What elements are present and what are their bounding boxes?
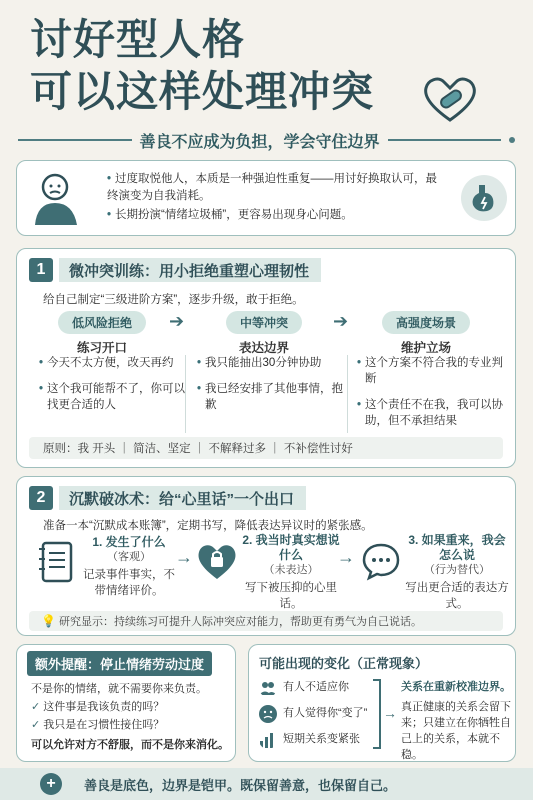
lock-heart-icon [195, 541, 239, 581]
column-divider [347, 355, 348, 433]
arrow-right-icon: → [175, 547, 193, 567]
chart-down-icon [259, 731, 277, 749]
page-title [30, 14, 374, 118]
level-pill: 高强度场景 [382, 311, 470, 334]
list-item: • 这个我可能帮不了，你可以找更合适的人 [39, 383, 186, 411]
subtitle: 善良不应成为负担，学会守住边界 [139, 133, 380, 151]
section-2-header [29, 485, 306, 511]
step-title: 1. 发生了什么 [92, 535, 166, 549]
changes-title: 可能出现的变化（正常现象） [259, 656, 429, 671]
level-high [351, 311, 501, 356]
section-title: 沉默破冰术：给“心里话”一个出口 [59, 486, 306, 510]
column-divider [185, 355, 186, 433]
step-sub: （未表达） [263, 564, 319, 576]
stomach-icon [461, 175, 507, 221]
reminder-card [16, 644, 236, 762]
divider [18, 139, 132, 141]
level-pill: 中等冲突 [226, 311, 302, 334]
changes-result-title: 关系在重新校准边界。 [401, 681, 511, 693]
arrow-right-icon: ➔ [169, 311, 185, 331]
intro-bullet-1: • 过度取悦他人，本质是一种强迫性重复——用讨好换取认可，最终演变为自我消耗。 [107, 173, 438, 202]
section-number: 2 [29, 486, 53, 510]
changes-card [248, 644, 516, 762]
change-item: 短期关系变紧张 [283, 733, 360, 745]
step-desc: 写下被压抑的心里话。 [245, 582, 337, 610]
section-1-lead: 给自己制定“三级进阶方案”，逐步升级，敢于拒绝。 [43, 294, 304, 306]
change-item: 有人觉得你“变了” [283, 707, 368, 719]
title-line2: 可以这样处理冲突 [30, 68, 375, 115]
group-icon [259, 679, 277, 697]
list-item: • 我只能抽出30分钟协助 [197, 357, 322, 369]
principle-bar: 原则：我 开头 ｜ 简洁、坚定 ｜ 不解释过多 ｜ 不补偿性讨好 [29, 437, 503, 459]
bracket [373, 679, 381, 749]
arrow-right-icon: ➔ [333, 311, 349, 331]
level-mid-examples [197, 355, 347, 423]
title-line1: 讨好型人格 [30, 16, 246, 63]
heart-shield-icon [420, 74, 480, 124]
reminder-title: 额外提醒：停止情绪劳动过度 [27, 651, 212, 676]
intro-card [16, 160, 516, 236]
research-note [29, 611, 503, 631]
section-2-lead: 准备一本“沉默成本账簿”，定期书写，降低表达异议时的紧张感。 [43, 520, 373, 532]
changes-result-desc: 真正健康的关系会留下来；只建立在你牺牲自己上的关系，本就不稳。 [401, 701, 511, 761]
person-icon [31, 171, 87, 227]
research-text: 研究显示：持续练习可提升人际冲突应对能力，帮助更有勇气为自己说话。 [59, 616, 422, 628]
footer-text: 善良是底色，边界是铠甲。既保留善意，也保留自己。 [84, 777, 397, 793]
step-sub: （客观） [107, 551, 151, 563]
level-low-examples [39, 355, 189, 423]
arrow-right-icon: → [337, 547, 355, 567]
section-1-header [29, 257, 321, 283]
step-title: 2. 我当时真实想说什么 [242, 533, 340, 562]
divider [388, 139, 502, 141]
step-desc: 记录事件事实，不带情绪评价。 [83, 569, 175, 597]
step-2 [241, 533, 341, 612]
list-item: • 这个方案不符合我的专业判断 [357, 357, 504, 385]
level-low [27, 311, 177, 356]
step-desc: 写出更合适的表达方式。 [405, 582, 509, 610]
list-item: • 这个责任不在我，我可以协助，但不承担结果 [357, 399, 504, 427]
level-mid [189, 311, 339, 356]
step-3 [405, 533, 509, 612]
step-title: 3. 如果重来，我会怎么说 [408, 533, 506, 562]
level-caption: 练习开口 [76, 341, 127, 355]
list-item: • 我已经安排了其他事情，抱歉 [197, 383, 344, 411]
section-title: 微冲突训练：用小拒绝重塑心理韧性 [59, 258, 321, 282]
level-pill: 低风险拒绝 [58, 311, 146, 334]
section-number: 1 [29, 258, 53, 282]
speech-bubble-icon [361, 541, 401, 581]
intro-bullet-2: • 长期扮演“情绪垃圾桶”，更容易出现身心问题。 [107, 209, 353, 221]
subtitle-row [18, 128, 515, 152]
reminder-line: 不是你的情绪，就不需要你来负责。 [31, 683, 207, 695]
arrow-right-icon: → [383, 705, 397, 721]
reminder-conclusion: 可以允许对方不舒服，而不是你来消化。 [31, 739, 229, 751]
reminder-question-2: ✓ 我只是在习惯性接住吗？ [31, 719, 165, 731]
list-item: • 今天不太方便，改天再约 [39, 357, 174, 369]
plus-icon: + [40, 773, 62, 795]
level-caption: 维护立场 [400, 341, 451, 355]
section-2-card [16, 476, 516, 636]
step-1 [79, 535, 179, 599]
level-high-examples [357, 355, 507, 439]
sad-face-icon [259, 705, 277, 723]
step-sub: （行为替代） [424, 564, 490, 576]
notebook-icon [37, 539, 77, 585]
footer-bar [0, 768, 533, 800]
info-icon: 💡 [41, 614, 56, 628]
divider-dot [509, 137, 515, 143]
reminder-question-1: ✓ 这件事是我该负责的吗？ [31, 701, 165, 713]
section-1-card [16, 248, 516, 468]
change-item: 有人不适应你 [283, 681, 349, 693]
level-caption: 表达边界 [238, 341, 289, 355]
